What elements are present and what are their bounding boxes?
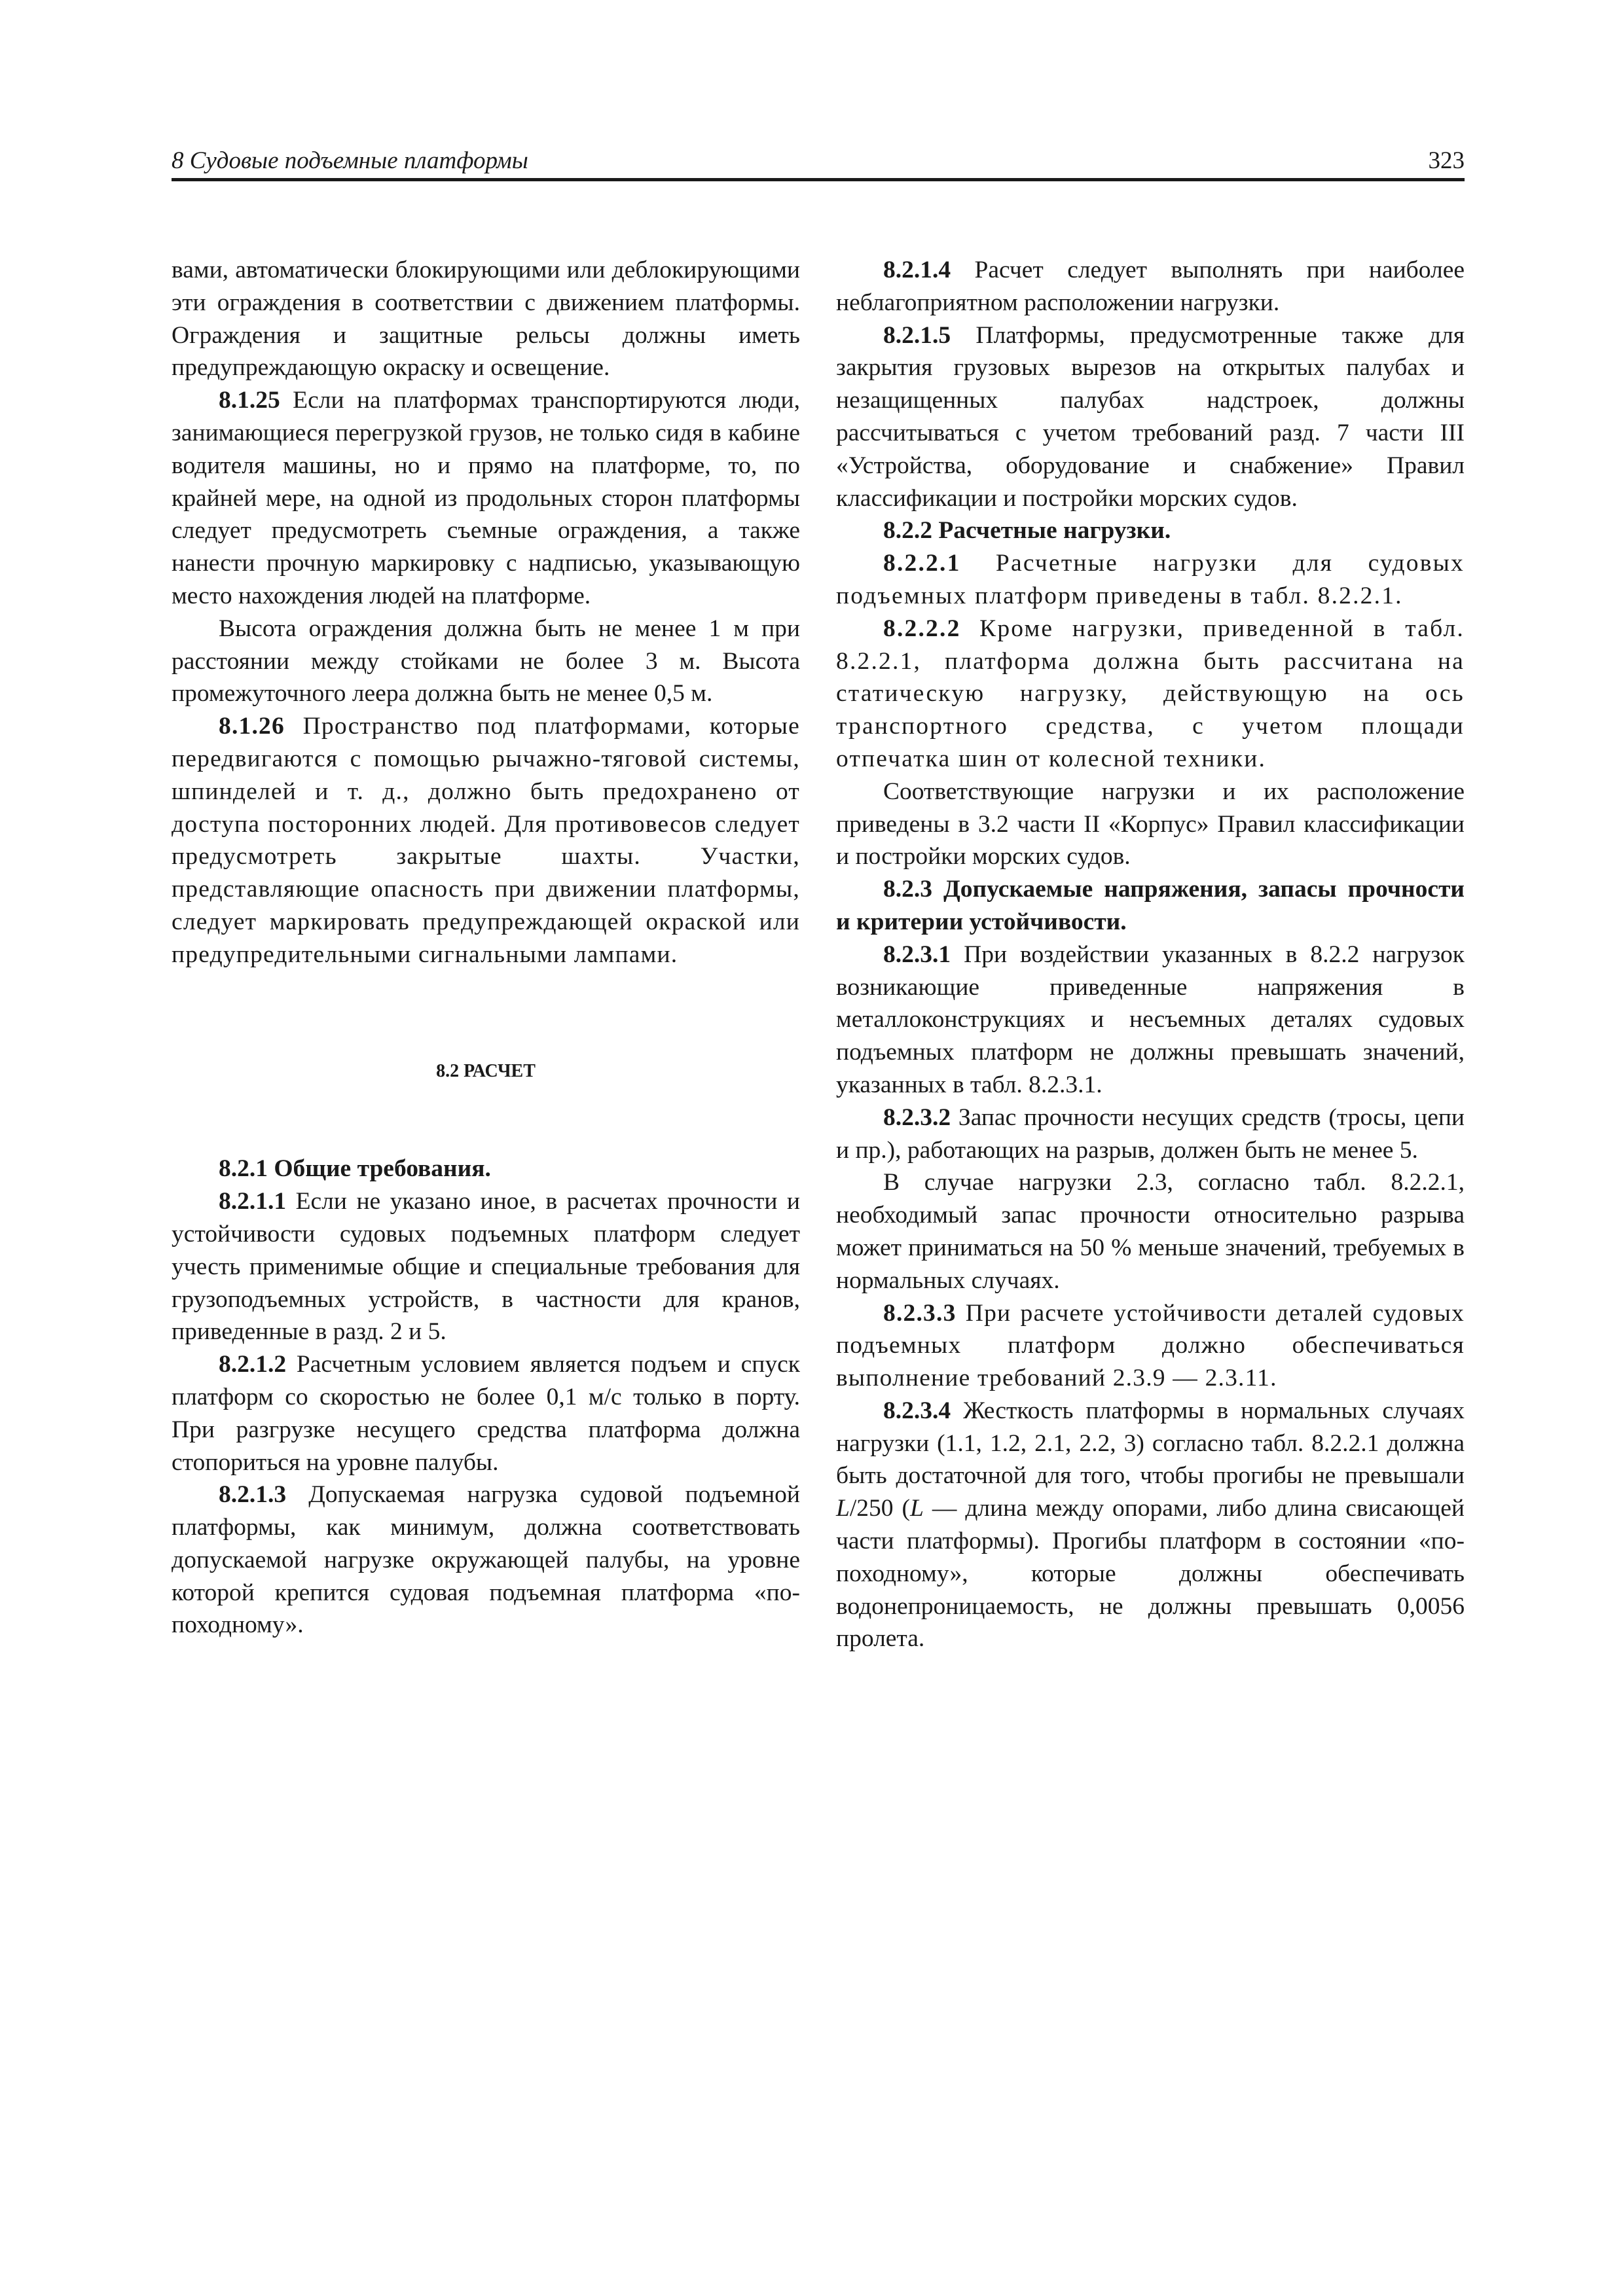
- clause-text: Если на платформах транспортируются люди, занимающиеся перегрузкой грузов, не только сидя в кабине водителя машины, но и прямо на платформе, то, по крайней мере, на одной из продольных сторон платформы следует предусмотреть съемные ограждения, а также нанести прочную маркировку с надписью, указывающую место нахождения людей на платформе.: [172, 387, 800, 609]
- paragraph-8-2-3-4: [836, 1395, 1465, 1655]
- paragraph-8-2-1-5: [836, 319, 1465, 515]
- paragraph-8-1-26: [172, 710, 800, 971]
- clause-text: Расчетные нагрузки для судовых подъемных платформ приведены в табл. 8.2.2.1.: [836, 550, 1465, 609]
- clause-text: Запас прочности несущих средств (тросы, цепи и пр.), работающих на разрыв, должен быть не менее 5.: [836, 1103, 1465, 1164]
- clause-number: 8.2.1.5: [883, 321, 951, 349]
- clause-text: Пространство под платформами, которые передвигаются с помощью рычажно-тяговой системы, шпинделей и т. д., должно быть предохранено от доступа посторонних людей. Для противовесов следует предусмотреть закрытые шахты. Участки, представляющие опасность при движении платформы, следует маркировать предупреждающей окраской или предупредительными сигнальными лампами.: [172, 713, 800, 968]
- clause-number: 8.2.1.3: [219, 1481, 287, 1509]
- paragraph: вами, автоматически блокирующими или деблокирующими эти ограждения в соответствии с движением платформы. Ограждения и защитные рельсы должны иметь предупреждающую окраску и освещение.: [172, 257, 800, 382]
- paragraph: В случае нагрузки 2.3, согласно табл. 8.2.2.1, необходимый запас прочности относительно разрыва может приниматься на 50 % меньше значений, требуемых в нормальных случаях.: [836, 1169, 1465, 1294]
- clause-number: 8.2.2.1: [883, 550, 961, 577]
- clause-number: 8.2.3.1: [883, 941, 951, 968]
- right-column: [836, 254, 1465, 1655]
- subsection-heading: 8.2.3 Допускаемые напряжения, запасы прочности и критерии устойчивости.: [836, 876, 1465, 935]
- paragraph-8-2-3-1: [836, 939, 1465, 1102]
- clause-text: При расчете устойчивости деталей судовых подъемных платформ должно обеспечиваться выполнение требований 2.3.9 — 2.3.11.: [836, 1299, 1465, 1392]
- running-title: 8 Судовые подъемные платформы: [172, 147, 528, 174]
- clause-text: Платформы, предусмотренные также для закрытия грузовых вырезов на открытых палубах и незащищенных палубах надстроек, должны рассчитываться с учетом требований разд. 7 части III «Устройства, оборудование и снабжение» Правил классификации и постройки морских судов.: [836, 321, 1465, 512]
- section-title: 8.2 РАСЧЕТ: [436, 1060, 536, 1081]
- clause-number: 8.2.1.4: [883, 257, 951, 283]
- paragraph-8-2-2-2: [836, 613, 1465, 776]
- page-header: [172, 141, 1465, 181]
- clause-text: — длина между опорами, либо длина свисающей части платформы). Прогибы платформ в состоянии «по-походному», которые должны обеспечивать водонепроницаемость, не должны превышать 0,0056 пролета.: [836, 1495, 1465, 1653]
- paragraph-8-2-1-1: [172, 1185, 800, 1348]
- clause-text: При воздействии указанных в 8.2.2 нагрузок возникающие приведенные напряжения в металлоконструкциях и несъемных деталях судовых подъемных платформ не должны превышать значений, указанных в табл. 8.2.3.1.: [836, 941, 1465, 1098]
- clause-text: Если не указано иное, в расчетах прочности и устойчивости судовых подъемных платформ следует учесть применимые общие и специальные требования для грузоподъемных устройств, в частности для кранов, приведенные в разд. 2 и 5.: [172, 1188, 800, 1346]
- left-column: [172, 254, 800, 1641]
- subsection-heading: 8.2.2 Расчетные нагрузки.: [883, 517, 1171, 545]
- clause-number: 8.1.25: [219, 387, 280, 414]
- clause-text: Расчетным условием является подъем и спуск платформ со скоростью не более 0,1 м/с только в порту. При разгрузке несущего средства платформа должна стопориться на уровне палубы.: [172, 1351, 800, 1476]
- formula-l: L: [836, 1495, 850, 1522]
- clause-text: Расчет следует выполнять при наиболее неблагоприятном расположении нагрузки.: [836, 257, 1465, 316]
- clause-text: Кроме нагрузки, приведенной в табл. 8.2.2.1, платформа должна быть рассчитана на статическую нагрузку, действующую на ось транспортного средства, с учетом площади отпечатка шин от колесной техники.: [836, 615, 1465, 772]
- clause-number: 8.2.3.3: [883, 1299, 957, 1327]
- header-rule: [172, 178, 1465, 181]
- paragraph: Высота ограждения должна быть не менее 1 м при расстоянии между стойками не более 3 м. Высота промежуточного леера должна быть не менее 0,5 м.: [172, 615, 800, 708]
- paragraph-8-2-3-3: [836, 1297, 1465, 1395]
- page-number: 323: [1428, 147, 1465, 174]
- paragraph-8-2-3-2: [836, 1102, 1465, 1167]
- clause-text: Жесткость платформы в нормальных случаях нагрузки (1.1, 1.2, 2.1, 2.2, 3) согласно табл. 8.2.2.1 должна быть достаточной для того, чтобы прогибы не превышали: [836, 1397, 1465, 1490]
- paragraph-8-2-1-3: [172, 1479, 800, 1641]
- paragraph: Соответствующие нагрузки и их расположение приведены в 3.2 части II «Корпус» Правил классификации и постройки морских судов.: [836, 778, 1465, 870]
- clause-number: 8.2.2.2: [883, 615, 961, 642]
- clause-number: 8.2.1.1: [219, 1188, 287, 1215]
- clause-number: 8.2.3.2: [883, 1103, 951, 1131]
- paragraph-8-2-2-1: [836, 547, 1465, 613]
- paragraph-8-2-1-2: [172, 1348, 800, 1479]
- paragraph-8-2-1-4: [836, 254, 1465, 319]
- clause-text: Допускаемая нагрузка судовой подъемной платформы, как минимум, должна соответствовать допускаемой нагрузке окружающей палубы, на уровне которой крепится судовая подъемная платформа «по-походному».: [172, 1481, 800, 1639]
- clause-number: 8.2.3.4: [883, 1397, 951, 1424]
- clause-number: 8.1.26: [219, 713, 285, 740]
- formula-l: L: [910, 1495, 924, 1522]
- paragraph-8-1-25: [172, 384, 800, 613]
- subsection-heading: 8.2.1 Общие требования.: [219, 1155, 491, 1183]
- formula-ratio: /250 (: [849, 1495, 910, 1522]
- clause-number: 8.2.1.2: [219, 1351, 287, 1378]
